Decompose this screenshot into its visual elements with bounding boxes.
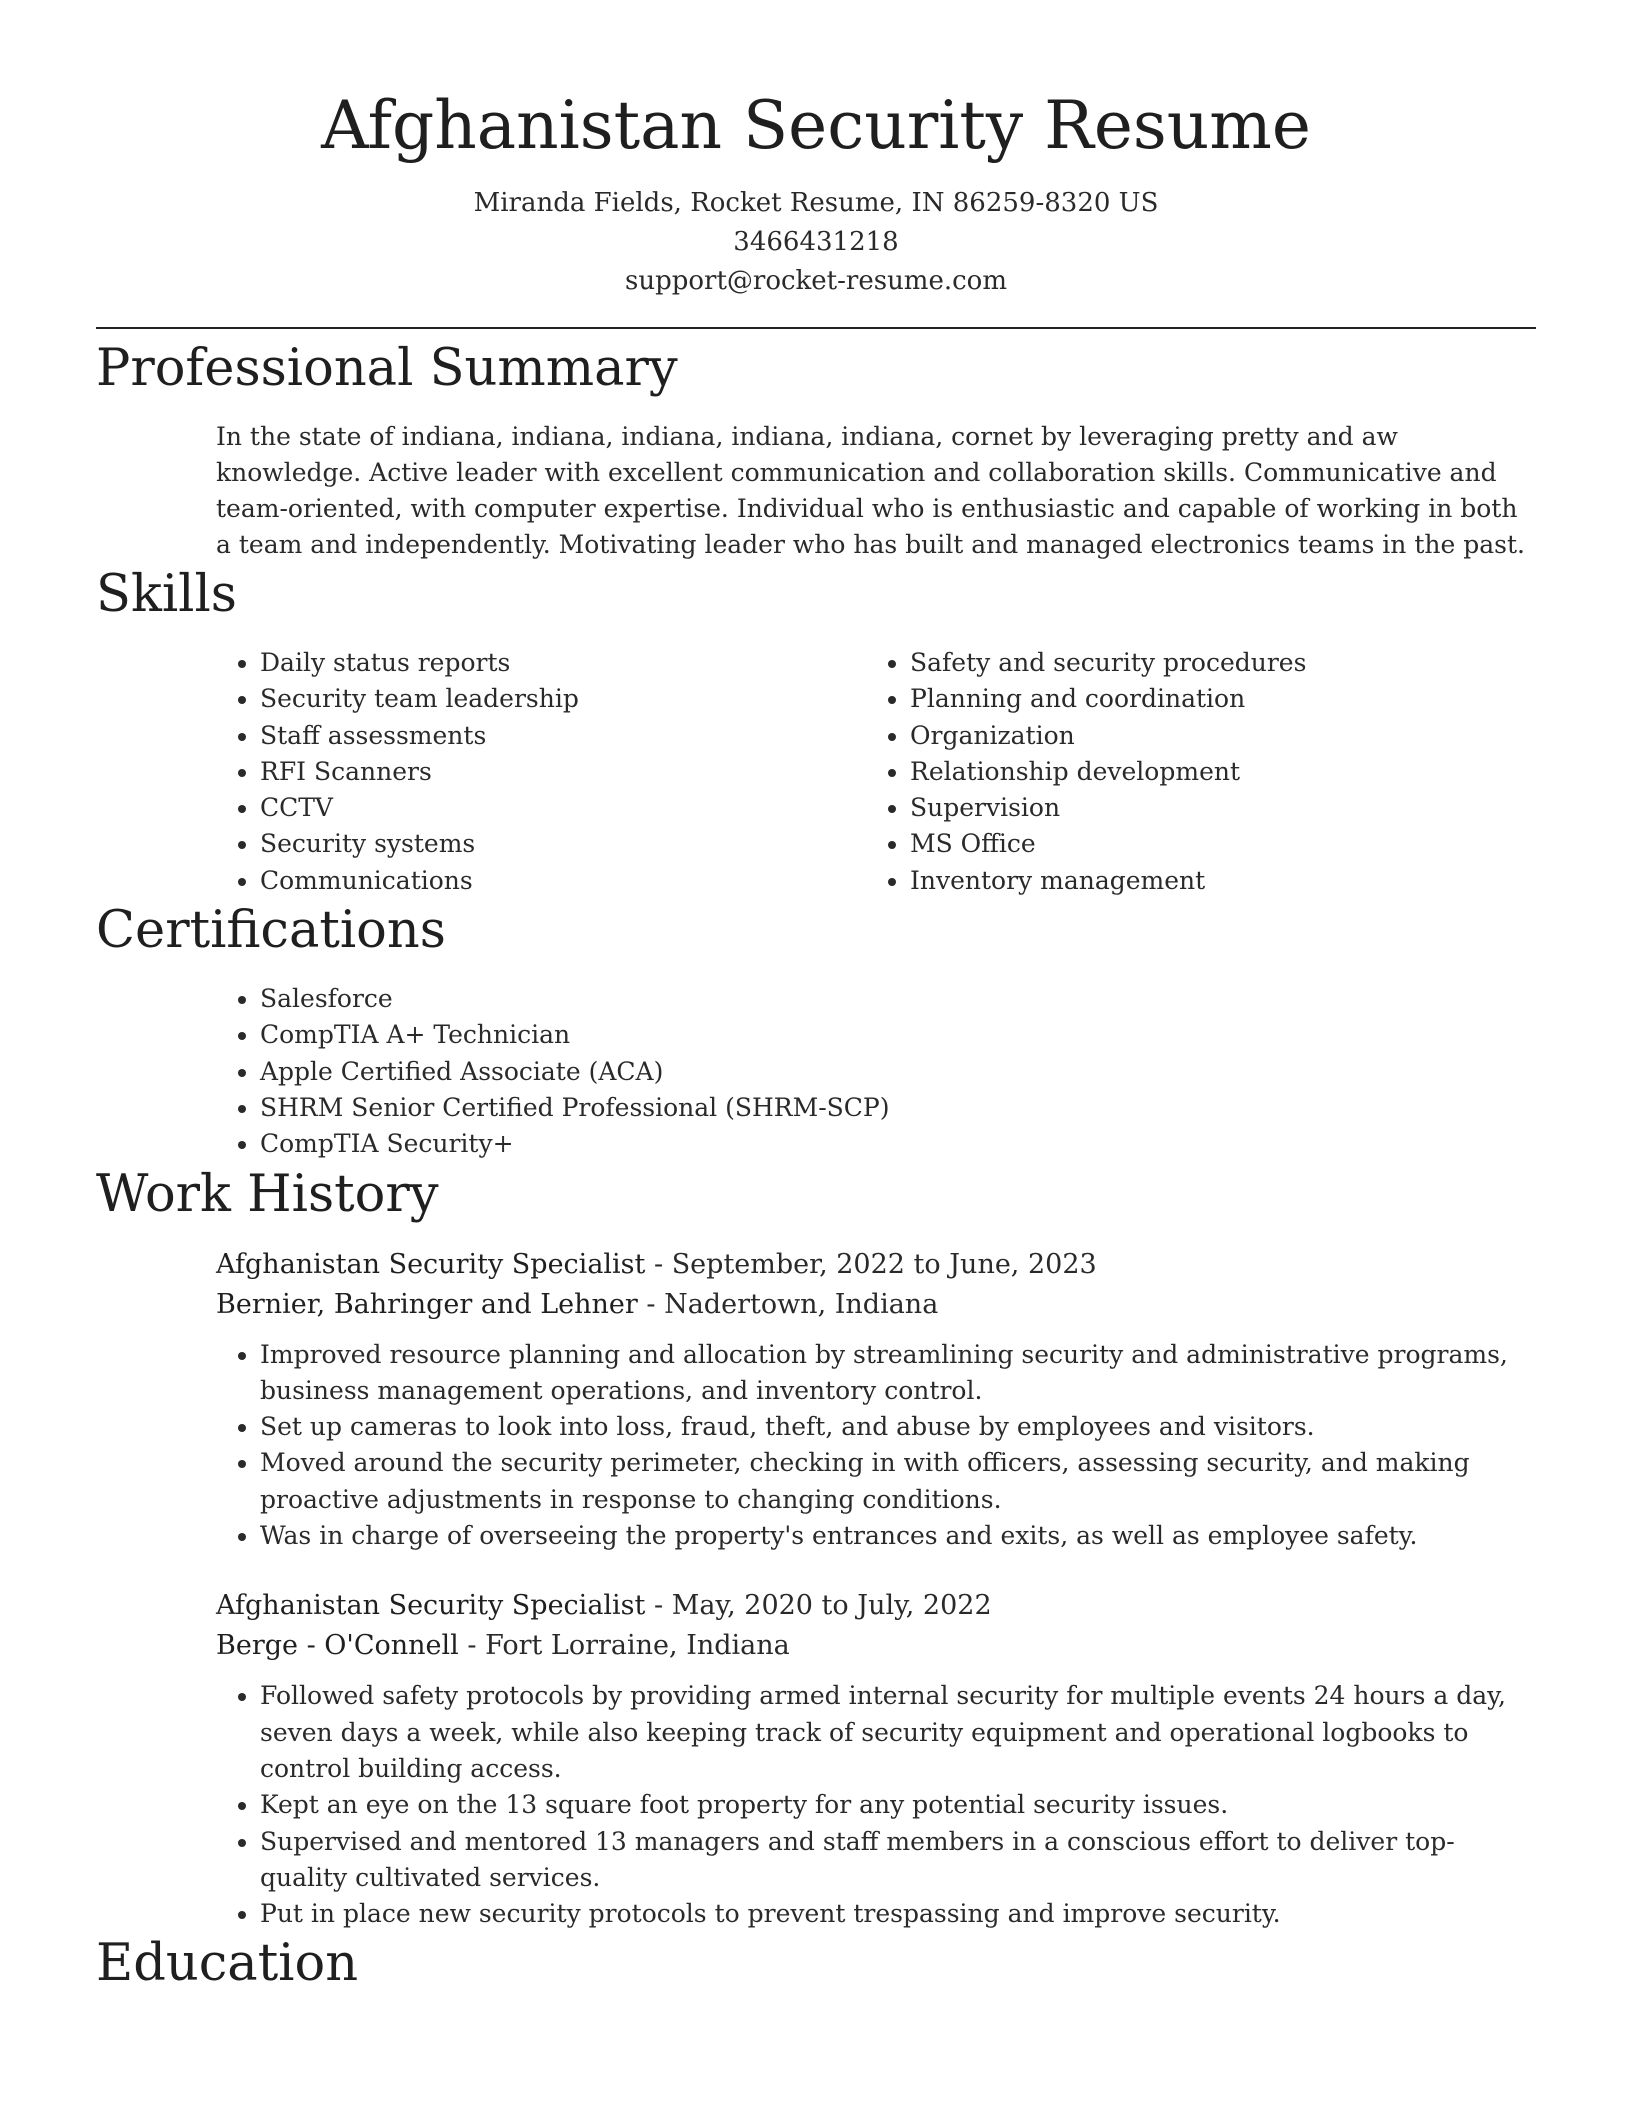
job-company-line: Berge - O'Connell - Fort Lorraine, Indiana — [216, 1630, 790, 1662]
skill-item: • CCTV — [260, 790, 866, 826]
skill-item: • Safety and security procedures — [910, 645, 1516, 681]
resume-title: Afghanistan Security Resume — [321, 87, 1311, 164]
job-title-line: Afghanistan Security Specialist - September, 2022 to June, 2023 — [216, 1248, 1097, 1280]
skill-item: • RFI Scanners — [260, 754, 866, 790]
skill-item: • Relationship development — [910, 754, 1516, 790]
job-title-line: Afghanistan Security Specialist - May, 2020 to July, 2022 — [216, 1590, 992, 1622]
job-bullet: • Kept an eye on the 13 square foot property for any potential security issues. — [260, 1787, 1536, 1823]
skills-list-right — [866, 645, 1516, 899]
job-bullet: • Put in place new security protocols to prevent trespassing and improve security. — [260, 1896, 1536, 1932]
job-bullet: • Followed safety protocols by providing armed internal security for multiple events 24 hours a day, seven days a week, while also keeping track of security equipment and operational logbooks to control building access. — [260, 1678, 1536, 1787]
skills-column-left — [216, 645, 866, 899]
skill-item: • Organization — [910, 718, 1516, 754]
skill-item: • Security systems — [260, 826, 866, 862]
education-heading: Education — [96, 1934, 359, 1994]
certifications-list — [216, 981, 1536, 1162]
summary-text: In the state of indiana, indiana, indiana, indiana, indiana, cornet by leveraging pretty and aw knowledge. Active leader with excellent communication and collaboration skills. Communicative and team-oriented, with computer expertise. Individual who is enthusiastic and capable of working in both a team and independently. Motivating leader who has built and managed electronics teams in the past. — [216, 422, 1525, 559]
skill-item: • Staff assessments — [260, 718, 866, 754]
skills-column-right — [866, 645, 1516, 899]
job-location: Fort Lorraine, Indiana — [485, 1630, 790, 1662]
job-role: Afghanistan Security Specialist — [216, 1248, 646, 1280]
job-bullet: • Improved resource planning and allocation by streamlining security and administrative programs, business management operations, and inventory control. — [260, 1337, 1536, 1410]
job-entry — [216, 1586, 1536, 1932]
skills-columns — [216, 645, 1536, 899]
certifications-heading: Certifications — [96, 901, 446, 961]
summary-heading: Professional Summary — [96, 339, 678, 398]
job-bullets — [216, 1678, 1536, 1932]
skill-item: • Inventory management — [910, 863, 1516, 899]
resume-header — [96, 0, 1536, 329]
skill-item: • Daily status reports — [260, 645, 866, 681]
job-entry — [216, 1245, 1536, 1555]
resume-page — [96, 0, 1536, 1996]
job-bullet: • Was in charge of overseeing the property's entrances and exits, as well as employee safety. — [260, 1518, 1536, 1554]
skill-item: • Security team leadership — [260, 681, 866, 717]
certification-item: • CompTIA Security+ — [260, 1126, 1536, 1162]
certifications-block — [216, 981, 1536, 1162]
header-divider — [96, 327, 1536, 329]
job-company-line: Bernier, Bahringer and Lehner - Nadertown, Indiana — [216, 1288, 939, 1320]
work-history-heading: Work History — [96, 1164, 439, 1224]
job-role: Afghanistan Security Specialist — [216, 1590, 646, 1622]
job-company: Berge - O'Connell — [216, 1630, 459, 1662]
job-location: Nadertown, Indiana — [664, 1288, 939, 1320]
job-bullet: • Set up cameras to look into loss, fraud, theft, and abuse by employees and visitors. — [260, 1409, 1536, 1445]
contact-email: support@rocket-resume.com — [624, 266, 1007, 296]
job-dates: May, 2020 to July, 2022 — [671, 1590, 992, 1622]
contact-address: Miranda Fields, Rocket Resume, IN 86259-8320 US — [473, 188, 1159, 218]
certification-item: • Salesforce — [260, 981, 1536, 1017]
job-bullet: • Supervised and mentored 13 managers and staff members in a conscious effort to deliver top-quality cultivated services. — [260, 1824, 1536, 1897]
certification-item: • SHRM Senior Certified Professional (SHRM-SCP) — [260, 1090, 1536, 1126]
contact-block — [96, 184, 1536, 301]
contact-phone: 3466431218 — [733, 227, 899, 257]
skills-heading: Skills — [96, 565, 237, 624]
certification-item: • CompTIA A+ Technician — [260, 1017, 1536, 1053]
job-dates: September, 2022 to June, 2023 — [671, 1248, 1097, 1280]
skills-list-left — [216, 645, 866, 899]
job-bullets — [216, 1337, 1536, 1555]
skill-item: • MS Office — [910, 826, 1516, 862]
job-company: Bernier, Bahringer and Lehner — [216, 1288, 638, 1320]
job-bullet: • Moved around the security perimeter, checking in with officers, assessing security, and making proactive adjustments in response to changing conditions. — [260, 1445, 1536, 1518]
skill-item: • Supervision — [910, 790, 1516, 826]
certification-item: • Apple Certified Associate (ACA) — [260, 1054, 1536, 1090]
skill-item: • Communications — [260, 863, 866, 899]
skill-item: • Planning and coordination — [910, 681, 1516, 717]
